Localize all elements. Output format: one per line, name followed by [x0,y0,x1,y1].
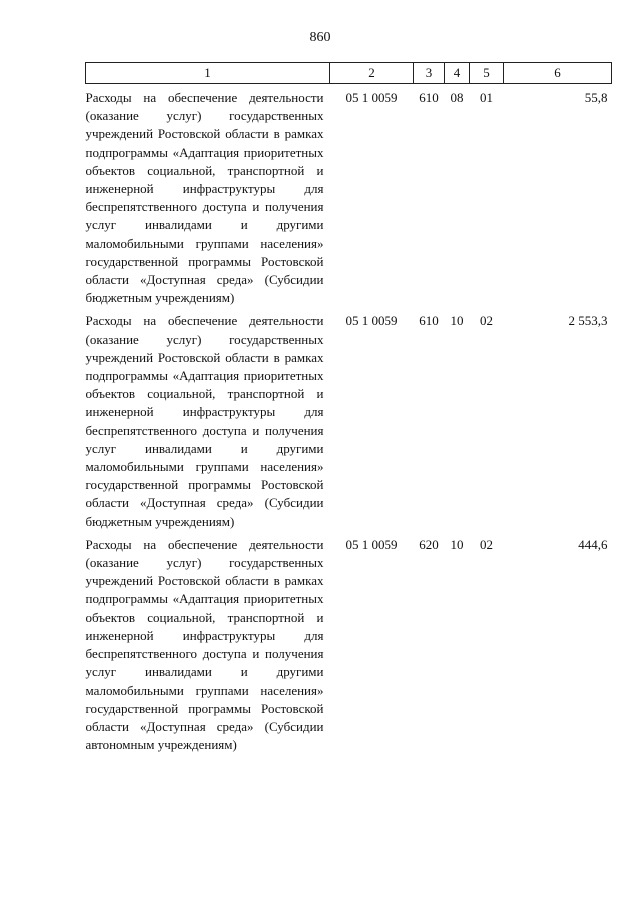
subsection-code: 02 [480,536,493,552]
page-number: 860 [309,30,331,45]
subsection-code: 02 [480,313,493,329]
expense-description: Расходы на обеспечение деятельности (оказание услуг) государственных учреждений Ростовской области в рамках подпрограммы «Адаптация приоритетных объектов социальной, транспортной и инженерной инфраструктуры для беспрепятственного доступа и получения услуг инвалидами и другими маломобильными группами населения» государственной программы Ростовской области «Доступная среда» (Субсидии бюджетным учреждениям) [85,90,324,306]
expense-type-code: 610 [419,90,439,105]
section-code: 08 [450,90,464,105]
budget-table [85,62,612,754]
column-header: 4 [445,63,470,84]
table-row [86,531,612,754]
section-code: 10 [450,536,464,552]
column-header: 6 [504,63,612,84]
expense-type-code: 620 [419,536,439,552]
section-code: 10 [450,313,464,329]
column-header: 3 [414,63,445,84]
expense-description: Расходы на обеспечение деятельности (оказание услуг) государственных учреждений Ростовской области в рамках подпрограммы «Адаптация приоритетных объектов социальной, транспортной и инженерной инфраструктуры для беспрепятственного доступа и получения услуг инвалидами и другими маломобильными группами населения» государственной программы Ростовской области «Доступная среда» (Субсидии автономным учреждениям) [85,536,324,753]
amount-value: 55,8 [584,90,608,105]
target-article-code: 05 1 0059 [345,313,398,329]
column-header: 2 [330,63,414,84]
table-row [86,84,612,308]
expense-description: Расходы на обеспечение деятельности (оказание услуг) государственных учреждений Ростовской области в рамках подпрограммы «Адаптация приоритетных объектов социальной, транспортной и инженерной инфраструктуры для беспрепятственного доступа и получения услуг инвалидами и другими маломобильными группами населения» государственной программы Ростовской области «Доступная среда» (Субсидии бюджетным учреждениям) [85,313,324,529]
target-article-code: 05 1 0059 [345,90,398,105]
amount-value: 444,6 [578,536,608,552]
column-header: 1 [86,63,330,84]
amount-value: 2 553,3 [568,313,608,329]
table-header-row [86,63,612,84]
subsection-code: 01 [480,90,493,105]
target-article-code: 05 1 0059 [345,536,398,552]
expense-type-code: 610 [419,313,439,329]
column-header: 5 [470,63,504,84]
table-row [86,307,612,530]
